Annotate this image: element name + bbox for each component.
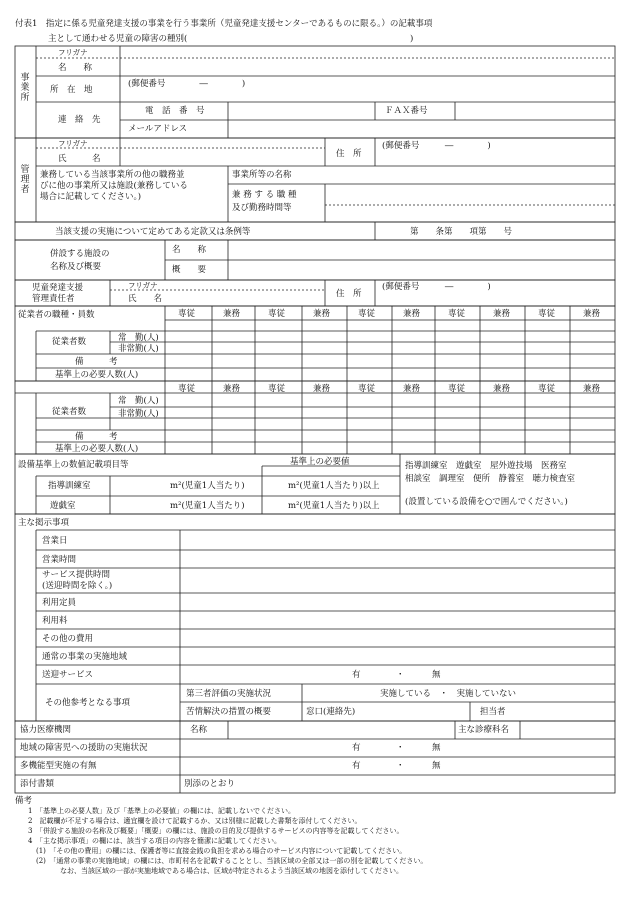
staff-title: 従業者の職種・員数 [18,310,95,320]
manager-duty-line-1: 兼 務 す る 職 種 [232,190,297,200]
regional-no: 無 [432,743,441,753]
service-manager-name-label: 氏 名 [128,294,163,304]
main-item-capacity: 利用定員 [42,598,77,608]
note-1: 1 「基準上の必要人数」及び「基準上の必要値」の欄には、記載しないでください。 [28,807,295,815]
staff-col-b: 兼務 [403,384,421,394]
staff-part-time: 非常勤(人) [118,344,159,354]
staff-remarks: 備 考 [75,432,118,442]
staff-col-b: 兼務 [313,384,331,394]
transport-dot: ・ [396,670,405,680]
office-name-label: 名 称 [58,63,93,73]
equipment-required-value: 基準上の必要値 [290,457,350,467]
manager-office-name-label: 事業所等の名称 [232,170,292,180]
office-side-label: 事 業 所 [20,73,30,103]
main-item-other-ref: その他参考となる事項 [45,698,131,708]
staff-count-label: 従業者数 [52,407,87,417]
staff-part-time: 非常勤(人) [118,409,159,419]
complaint-person: 担当者 [480,707,506,717]
ordinance-value: 第 条第 項第 号 [410,227,513,237]
equipment-play-room: 遊戯室 [50,501,76,511]
equipment-rooms-line1: 指導訓練室 遊戯室 屋外遊技場 医務室 [405,461,567,471]
office-address-label: 所 在 地 [50,85,93,95]
equipment-training-room: 指導訓練室 [48,481,91,491]
main-item-other-costs: その他の費用 [42,634,94,644]
staff-col-a: 専従 [268,384,286,394]
service-manager-furigana: フリガナ [128,281,158,290]
staff-col-b: 兼務 [493,309,511,319]
facility-name-label: 名 称 [172,245,207,255]
equipment-per-child: m²(児童1人当たり) [170,501,245,511]
staff-required: 基準上の必要人数(人) [55,444,139,454]
staff-col-b: 兼務 [583,384,601,394]
manager-postal: (郵便番号 ― ) [382,141,491,151]
disability-type-label: 主として通わせる児童の障害の種別( [48,34,188,44]
third-party-label: 第三者評価の実施状況 [186,689,272,699]
staff-col-a: 専従 [178,384,196,394]
staff-full-time: 常 勤(人) [118,396,159,406]
staff-col-a: 専従 [268,309,286,319]
coop-label: 協力医療機関 [20,725,72,735]
coop-dept: 主な診療科名 [458,725,510,735]
facility-label-1: 併設する施設の [50,249,110,259]
staff-col-a: 専従 [358,309,376,319]
manager-other-duty-3: 場合に記載してください。) [40,192,142,202]
disability-type-close: ) [410,34,414,44]
transport-no: 無 [432,670,441,680]
staff-col-b: 兼務 [223,384,241,394]
ordinance-label: 当該支援の実施について定めてある定款又は条例等 [55,227,251,237]
office-postal: (郵便番号 ― ) [128,79,246,89]
staff-col-a: 専従 [538,309,556,319]
attach-value: 別添のとおり [184,779,236,789]
manager-residence-label: 住 所 [336,149,362,159]
main-item-business-days: 営業日 [42,536,68,546]
staff-col-b: 兼務 [403,309,421,319]
equipment-rooms-line2: 相談室 調理室 便所 静養室 聴力検査室 [405,474,576,484]
regional-yes: 有 [352,743,361,753]
manager-side-label: 管 理 者 [20,165,30,195]
note-4-2: (2) 「通常の事業の実施地域」の欄には、市町村名を記載することとし、当該区域の全部又は一部の別を記載してください。 [36,857,428,865]
equipment-per-child-over: m²(児童1人当たり)以上 [288,481,380,491]
service-manager-label-2: 管理責任者 [32,294,75,304]
complaint-window: 窓口(連絡先) [306,707,356,717]
staff-full-time: 常 勤(人) [118,333,159,343]
facility-summary-label: 概 要 [172,265,207,275]
main-item-transport: 送迎サービス [42,670,94,680]
main-item-fee: 利用料 [42,616,68,626]
service-manager-label-1: 児童発達支援 [32,283,84,293]
staff-col-a: 専従 [358,384,376,394]
staff-col-a: 専従 [538,384,556,394]
multi-no: 無 [432,761,441,771]
multi-label: 多機能型実施の有無 [20,761,97,771]
third-party-value: 実施している ・ 実施していない [380,689,517,699]
manager-duty-line-2: 及び勤務時間等 [232,203,292,213]
coop-name: 名称 [190,725,208,735]
office-email-label: メールアドレス [128,124,188,134]
notes-title: 備考 [15,796,33,806]
equipment-title: 設備基準上の数値記載項目等 [18,460,129,470]
staff-col-a: 専従 [448,309,466,319]
facility-label-2: 名称及び概要 [50,262,102,272]
manager-other-duty-2: びに他の事業所又は施設(兼務している [40,181,188,191]
note-4-1: (1) 「その他の費用」の欄には、保護者等に直接金銭の負担を求める場合のサービス内容について記載してください。 [36,847,407,855]
complaint-label: 苦情解決の措置の概要 [186,707,272,717]
staff-count-label: 従業者数 [52,337,87,347]
equipment-circle-note: (設置している設備を○で囲んでください。) [405,497,568,507]
staff-col-b: 兼務 [583,309,601,319]
transport-yes: 有 [352,670,361,680]
note-4-2-cont: なお、当該区域の一部が実施地域である場合は、区域が特定されるよう当該区域の地図を添付してください。 [60,867,403,875]
main-item-service-time-note: (送迎時間を除く。) [42,581,113,591]
staff-col-a: 専従 [448,384,466,394]
manager-other-duty-1: 兼務している当該事業所の他の職務並 [40,170,185,180]
note-3: 3 「併設する施設の名称及び概要」「概要」の欄には、施設の目的及び提供するサービスの内容等を記載してください。 [28,827,404,835]
office-fax-label: ＦＡＸ番号 [385,106,428,116]
regional-dot: ・ [396,743,405,753]
staff-col-b: 兼務 [223,309,241,319]
main-item-service-area: 通常の事業の実施地域 [42,652,128,662]
staff-remarks: 備 考 [75,357,118,367]
office-tel-label: 電 話 番 号 [145,106,205,116]
staff-col-a: 専従 [178,309,196,319]
multi-yes: 有 [352,761,361,771]
office-contact-label: 連 絡 先 [58,115,101,125]
office-furigana: フリガナ [58,48,88,57]
form-title: 付表1 指定に係る児童発達支援の事業を行う事業所（児童発達支援センターであるものに限る。）の記載事項 [15,19,433,29]
main-item-service-time: サービス提供時間 [42,570,111,580]
main-item-business-hours: 営業時間 [42,555,77,565]
main-items-title: 主な掲示事項 [18,518,70,528]
regional-label: 地域の障害児への援助の実施状況 [20,743,148,753]
service-manager-residence-label: 住 所 [336,289,362,299]
attach-label: 添付書類 [20,779,55,789]
equipment-per-child-over: m²(児童1人当たり)以上 [288,501,380,511]
multi-dot: ・ [396,761,405,771]
equipment-per-child: m²(児童1人当たり) [170,481,245,491]
note-4: 4 「主な掲示事項」の欄には、該当する項目の内容を簡潔に記載してください。 [28,837,281,845]
manager-furigana: フリガナ [58,139,88,148]
note-2: 2 記載欄が不足する場合は、適宜欄を設けて記載するか、又は別様に記載した書類を添付してください。 [28,817,362,825]
staff-required: 基準上の必要人数(人) [55,370,139,380]
service-manager-postal: (郵便番号 ― ) [382,282,491,292]
staff-col-b: 兼務 [493,384,511,394]
manager-name-label: 氏 名 [58,154,101,164]
staff-col-b: 兼務 [313,309,331,319]
